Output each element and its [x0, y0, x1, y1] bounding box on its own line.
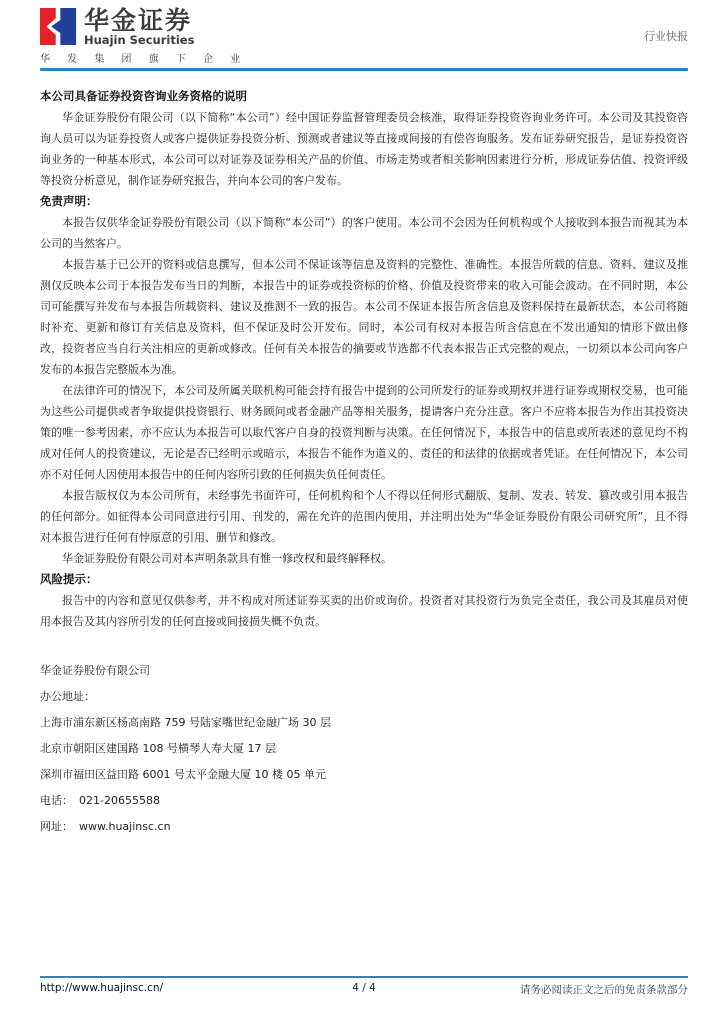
section-qualification — [40, 86, 688, 191]
footer-url-link[interactable]: http://www.huajinsc.cn/ — [40, 982, 164, 994]
section-disclaimer — [40, 191, 688, 569]
qualification-heading: 本公司具备证券投资咨询业务资格的说明 — [40, 89, 247, 103]
disclaimer-paragraph: 在法律许可的情况下，本公司及所属关联机构可能会持有报告中提到的公司所发行的证券或期权并进行证券或期权交易，也可能为这些公司提供或者争取提供投资银行、财务顾问或者金融产品等相关服务，提请客户充分注意。客户不应将本报告为作出其投资决策的唯一参考因素，亦不应认为本报告可以取代客户自身的投资判断与决策。在任何情况下，本报告中的信息或所表述的意见均不构成对任何人的投资建议，无论是否已经明示或暗示，本报告不能作为道义的、责任的和法律的依据或者凭证。在任何情况下，本公司亦不对任何人因使用本报告中的任何内容所引致的任何损失负任何责任。 — [40, 384, 688, 481]
address-shanghai: 上海市浦东新区杨高南路 759 号陆家嘴世纪金融广场 30 层 — [40, 716, 331, 729]
brand-name-cn: 华金证券 — [84, 6, 193, 35]
phone-label: 电话： — [40, 794, 73, 807]
huajin-logo — [40, 8, 194, 47]
disclaimer-paragraph: 本报告基于已公开的资料或信息撰写，但本公司不保证该等信息及资料的完整性、准确性。本报告所载的信息、资料、建议及推测仅反映本公司于本报告发布当日的判断，本报告中的证券或投资标的价格、价值及投资带来的收入可能会波动。在不同时期，本公司可能撰写并发布与本报告所载资料、建议及推测不一致的报告。本公司不保证本报告所含信息及资料保持在最新状态，本公司将随时补充、更新和修订有关信息及资料，但不保证及时公开发布。同时，本公司有权对本报告所含信息在不发出通知的情形下做出修改，投资者应当自行关注相应的更新或修改。任何有关本报告的摘要或节选都不代表本报告正式完整的观点，一切须以本公司向客户发布的本报告完整版本为准。 — [40, 258, 688, 376]
website-row — [40, 814, 688, 840]
qualification-paragraph: 华金证券股份有限公司（以下简称“本公司”）经中国证券监督管理委员会核准，取得证券投资咨询业务许可。本公司及其投资咨询人员可以为证券投资人或客户提供证券投资分析、预测或者建议等直接或间接的有偿咨询服务。发布证券研究报告，是证券投资咨询业务的一种基本形式，本公司可以对证券及证券相关产品的价值、市场走势或者相关影响因素进行分析，形成证券估值、投资评级等投资分析意见，制作证券研究报告，并向本公司的客户发布。 — [40, 111, 688, 187]
website-label: 网址： — [40, 820, 73, 833]
website-link[interactable]: www.huajinsc.cn — [79, 820, 171, 833]
brand-tagline: 华 发 集 团 旗 下 企 业 — [40, 54, 248, 65]
disclaimer-paragraph: 本报告版权仅为本公司所有，未经事先书面许可，任何机构和个人不得以任何形式翻版、复制、发表、转发、篡改或引用本报告的任何部分。如征得本公司同意进行引用、刊发的，需在允许的范围内使用，并注明出处为“华金证券股份有限公司研究所”，且不得对本报告进行任何有悖原意的引用、删节和修改。 — [40, 489, 688, 544]
disclaimer-heading: 免责声明： — [40, 194, 98, 208]
address-shenzhen: 深圳市福田区益田路 6001 号太平金融大厦 10 楼 05 单元 — [40, 768, 326, 781]
risk-paragraph: 报告中的内容和意见仅供参考，并不构成对所述证券买卖的出价或询价。投资者对其投资行为负完全责任，我公司及其雇员对使用本报告及其内容所引发的任何直接或间接损失概不负责。 — [40, 594, 688, 628]
footer-notice: 请务必阅读正文之后的免责条款部分 — [520, 984, 688, 996]
contact-block — [40, 658, 688, 840]
company-name: 华金证券股份有限公司 — [40, 664, 150, 677]
risk-heading: 风险提示： — [40, 572, 98, 586]
brand-name-en: Huajin Securities — [84, 33, 195, 47]
disclaimer-paragraph: 华金证券股份有限公司对本声明条款具有惟一修改权和最终解释权。 — [62, 552, 392, 565]
section-risk — [40, 569, 688, 632]
phone-number: 021-20655588 — [79, 794, 160, 807]
huajin-logo-icon — [40, 8, 77, 45]
page-number: 4 / 4 — [352, 982, 376, 994]
disclaimer-body — [0, 71, 724, 840]
address-label: 办公地址： — [40, 690, 95, 703]
page-footer — [40, 976, 688, 997]
report-type-label: 行业快报 — [644, 30, 688, 43]
address-beijing: 北京市朝阳区建国路 108 号横琴人寿大厦 17 层 — [40, 742, 276, 755]
disclaimer-paragraph: 本报告仅供华金证券股份有限公司（以下简称“本公司”）的客户使用。本公司不会因为任何机构或个人接收到本报告而视其为本公司的当然客户。 — [40, 216, 688, 250]
phone-row — [40, 788, 688, 814]
report-header — [0, 0, 724, 71]
